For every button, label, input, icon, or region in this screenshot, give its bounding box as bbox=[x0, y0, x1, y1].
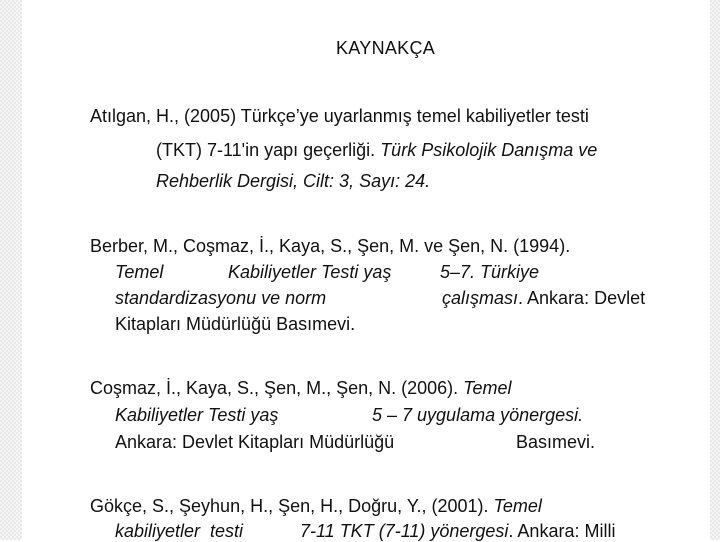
book-title: 5 – 7 uygulama yönergesi. bbox=[372, 405, 584, 425]
publisher-text: Kitapları Müdürlüğü Basımevi. bbox=[115, 314, 356, 334]
book-title: kabiliyetler testi bbox=[115, 521, 244, 541]
publisher-text: . Ankara: Milli bbox=[508, 521, 616, 541]
page-title: KAYNAKÇA bbox=[336, 38, 436, 58]
book-title: 7-11 TKT (7-11) yönergesi bbox=[300, 521, 509, 541]
book-title: 5–7. Türkiye bbox=[440, 262, 540, 282]
book-title: Temel bbox=[463, 378, 512, 398]
reference-1-line-1 bbox=[90, 105, 589, 127]
reference-text: (TKT) 7-11'in yapı geçerliği. bbox=[156, 140, 381, 160]
journal-details: Rehberlik Dergisi, Cilt: 3, Sayı: 24. bbox=[156, 171, 431, 191]
book-title: çalışması bbox=[442, 288, 519, 308]
reference-2-line-3 bbox=[115, 287, 326, 309]
publisher-text: Basımevi. bbox=[516, 432, 596, 452]
book-title: Kabiliyetler Testi yaş bbox=[228, 262, 392, 282]
publisher-text: Ankara: Devlet Kitapları Müdürlüğü bbox=[115, 432, 395, 452]
reference-text: Atılgan, H., (2005) Türkçe’ye uyarlanmış temel kabiliyetler testi bbox=[90, 106, 589, 126]
reference-2-line-3b bbox=[442, 287, 645, 309]
reference-2-line-4 bbox=[115, 313, 355, 335]
book-title: standardizasyonu ve norm bbox=[115, 288, 327, 308]
journal-title: Türk Psikolojik Danışma ve bbox=[380, 140, 598, 160]
reference-1-line-2 bbox=[156, 139, 597, 161]
reference-4-line-1 bbox=[90, 495, 542, 517]
reference-3-line-2 bbox=[115, 404, 278, 426]
decorative-border-left bbox=[0, 0, 22, 540]
reference-text: Berber, M., Coşmaz, İ., Kaya, S., Şen, M. ve Şen, N. (1994). bbox=[90, 236, 571, 256]
reference-3-line-3b bbox=[516, 431, 595, 453]
reference-3-line-3 bbox=[115, 431, 394, 453]
reference-4-line-2b bbox=[300, 520, 615, 542]
book-title: Temel bbox=[115, 262, 164, 282]
book-title: Temel bbox=[493, 496, 542, 516]
reference-text: Coşmaz, İ., Kaya, S., Şen, M., Şen, N. (2006). bbox=[90, 378, 464, 398]
reference-1-line-3 bbox=[156, 170, 430, 192]
reference-2-line-1 bbox=[90, 235, 570, 257]
book-title: Kabiliyetler Testi yaş bbox=[115, 405, 279, 425]
reference-2-line-2c bbox=[440, 261, 539, 283]
reference-text: Gökçe, S., Şeyhun, H., Şen, H., Doğru, Y., (2001). bbox=[90, 496, 494, 516]
decorative-border-right bbox=[710, 0, 720, 540]
reference-3-line-1 bbox=[90, 377, 512, 399]
reference-2-line-2 bbox=[115, 261, 163, 283]
reference-4-line-2 bbox=[115, 520, 243, 542]
publisher-text: . Ankara: Devlet bbox=[518, 288, 646, 308]
reference-3-line-2b bbox=[372, 404, 583, 426]
reference-2-line-2b bbox=[228, 261, 391, 283]
